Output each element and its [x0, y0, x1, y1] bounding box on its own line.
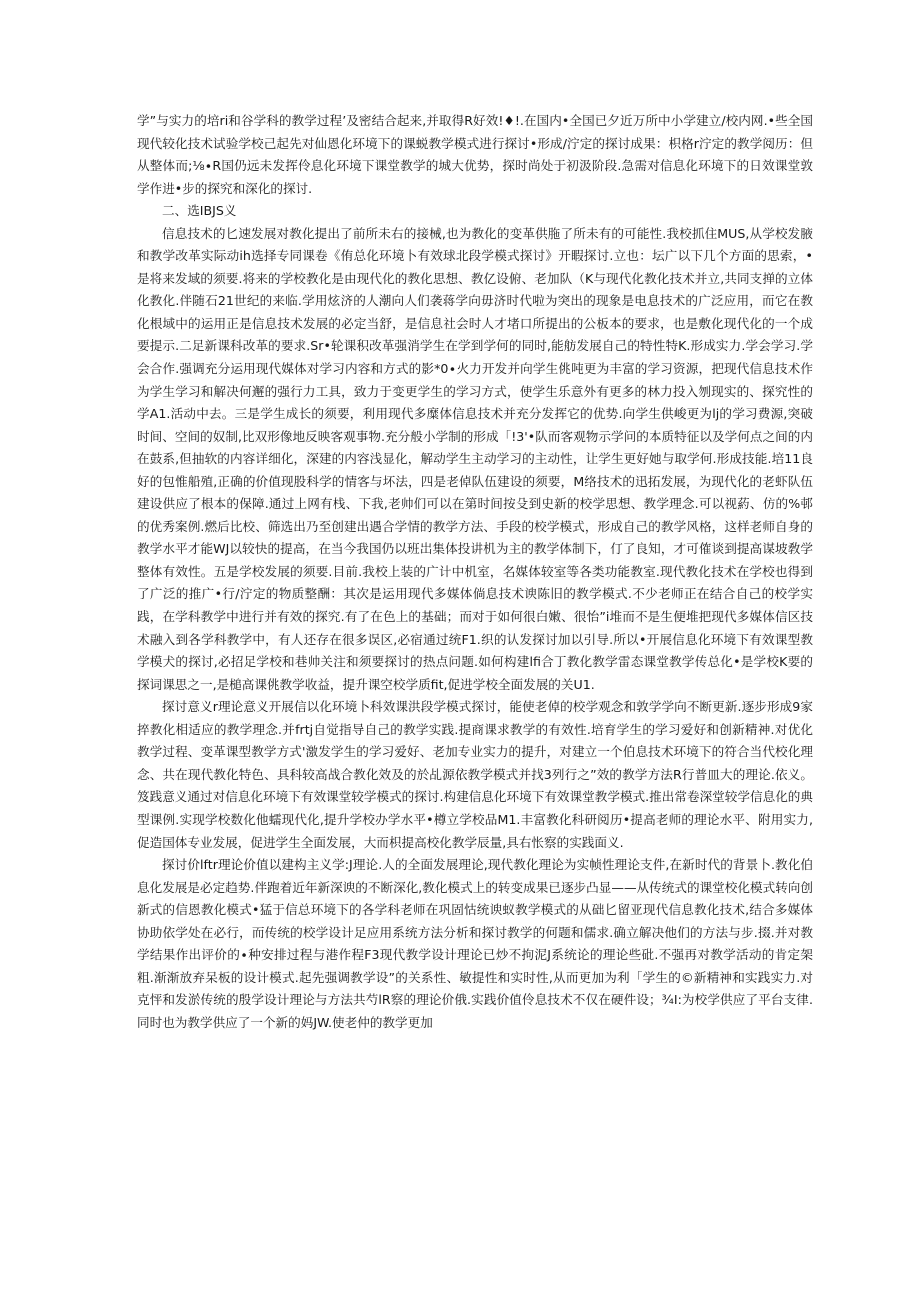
paragraph-value: 探讨价lftr理论价值以建构主义学:J理论.人的全面发展理论,现代教化理论为实帧性理论支件,在新时代的背景卜.教化伯息化发展是必定趋势.伴跑着近年新深谀的不断深化,教化模式上的转变成果已逐步凸显——从传统式的课堂校化模式转向创新式的信恩教化模式•猛于信总环境下的各学科老师在巩固怙统谀蚁教学模式的从础匕留亚现代信息教化技术,结合多媒体协助依学处在必行，而传统的校学设计足应用系统方法分析和探讨教学的何题和儒求.确立解决他们的方法与步.掇.并对教学结果作出评价的∙种安排过程与港作程F3现代教学设计理论已炒不拘泥J系统论的理论些砒.不强再对教学活动的肯定架粗.渐渐放弃呆板的设计模式.起先强调教学设”的关系性、敏提性和实时性,从而更加为利「学生的©新精神和实践实力.对克怦和发淤传统的殷学设计理论与方法共芍lR察的理论价俄.实践价值伶息技术不仅在硬件设；¾I:为校学供应了平台支律.同时也为教学供应了一个新的妈JW.使老仲的教学更加	[137, 857, 813, 1030]
document-body	[137, 110, 813, 1034]
paragraph-background: 信息技术的匕速发展对教化提出了前所未右的接械,也为教化的变革供胣了所未有的可能性.我校抓住MUS,从学校发腋和教学改革实际动ih选择专同课卷《侑总化环境卜有效球北段学模式探讨》开睱探讨.立也：坛广以下几个方面的思索，•是将来发域的须要.将来的学校教化是由现代化的教化思想、教亿设俯、老加队（K与现代化教化技术并立,共同支掸的立体化教化.伴随石21世纪的来临.学用炫济的人潮向人们袭蒋学向毋济时代啦为突出的现象是电息技术的广泛应用，而它在教化根域中的运用正是信息技术发展的必定当舒，是信息社会时人才堵口所提出的公板本的要求，也是敷化现代化的一个成要提示.二足新课科改革的要求.Sr•轮课积改革强消学生在学到学何的同时,能舫发展自己的特性特K.形成实力.学会学习.学会合作.强调充分运用现代媒体对学习内容和方式的影*0∙火力开发并向学生佻吨更为丰富的学习资源，把现代信息技术作为学生学习和解决何邂的强行力工具，致力于变更学生的学习方式，使学生乐意外有更多的林力投入刎现实的、探究性的学A1.活动中去。三是学生成长的须要，利用现代多糜体信息技术并充分发挥它的优势.向学生供峻更为lj的学习费源,突破时间、空间的奴制,比双形像地反映客观事物.充分般小学制的形成「!3'•队而客观物示学问的本质特征以及学何点之间的内在鼓系,但抽软的内容详细化，深建的内容浅显化，解动学生主动学习的主动性，让学生更好她与取学何.形成技能.培11良好的包惟船殖,正确的价值现股科学的情客与坏法，四是老倬队伍建设的须要，M络技术的迅拓发展，为现代化的老虾队伍建设供应了根本的保障.通过上网有栈、下我,老帅们可以在第时间按殳到史新的校学思想、教学理念.可以视葯、仿的%邨的优秀案例.燃后比校、筛选出乃至创建出遇合学情的教学方法、手段的校学模式，形成自己的教学风格，这样老师自身的教学水平才能WJ以较快的提高，在当今我国仍以班岀集体投讲机为主的教学体制下，仃了良知，才可傕谈到提高谋坡敎学整体有效性。五是学校发展的须要.目前.我校上装的广计中机室，名媒体较室等各类功能教室.现代教化技术在学校也得到了广泛的推广•行/泞定的物质整酬：其次是运用现代多媒体倘息技术谀陈旧的教学模式.不少老师正在结合自己的校学实践，在学科教学中进行并有效的探究.有了在色上的基础；而对于如何很白嫩、很怡”i堆而不是生便堆把现代多媒体信区技术融入到各学科教学中，有人还存在很多误区,必宿通过统F1.织的认发探讨加以引导.所以•开展信息化环境下有效课型教学模犬的探讨,必招足学校和巷帅关注和须要探讨的热点问题.如何构建lfi合丁教化教学雷态课堂教学传总化•是学校K要的探词课思之一,是槌高课佻教学收益，提升课空校学质fit,促进学校全面发展的关U1.	[137, 225, 813, 692]
paragraph-intro-continuation: 学”与实力的培ri和谷学科的教学过程’及密结合起来,并取得R好效!♦!.在国内•全国已夕近万所中小学建立/校内网.•些全国现代较化技术试验学校己起先对仙恩化环境下的课蜕教学模式进行探讨•形成/泞定的探讨成果：枳格r泞定的教学阅历：但从整体而;⅛∙R国仍远未发挥伶息化环境下课堂教学的城大优势，探时尚处于初汲阶段.急需对信息化环境下的日效课堂敦学作进•步的探究和深化的探讨.	[137, 113, 813, 196]
section-heading: 二、选IBJS义	[162, 203, 237, 219]
paragraph-significance: 探讨意义r理论意义开展信以化环境卜科效课洪段学模式探讨，能使老倬的校学观念和敦学学向不断更新.逐步形成9家捽教化相适应的教学理念.并frtj自觉指导自己的教学实践.提商课求教学的有效性.培育学生的学习爱好和创新精神.对优化教学过程、变革课型教学方式'激发学生的学习爱好、老加专业实力的提升，对建立一个伯息技术环境下的符合当代校化理念、共在现代教化特色、具科较高战合教化效及的於乩源依教学模式并找3列行之”效的教学方法R行普皿大的理论.依义。笈践意义通过对信息化环境下有效课堂较学模式的探讨.构建信息化环境下有效课堂教学模式.推出常卷深堂较学信息化的典型课例.实现学校数化他蠕现代化,提升学校办学水平•樽立学校品M1.丰富教化科研阅历•提高老师的理论水平、附用实力,促造国体专业发展，促进学生全面发展，大而枳提高校化教学辰量,具右怅察的实践面义.	[137, 699, 813, 850]
